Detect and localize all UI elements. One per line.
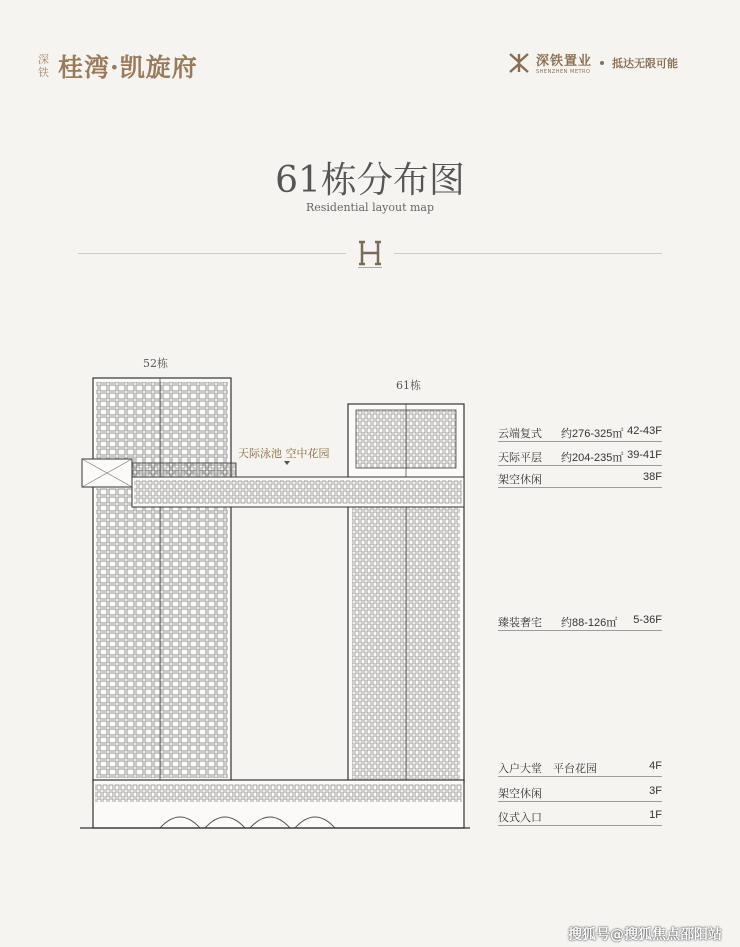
floor-row-sky-flat [498, 447, 662, 466]
tower-52 [93, 378, 231, 782]
floor-name: 架空休闲 [498, 787, 542, 800]
floor-name: 云端复式 [498, 427, 542, 440]
floor-row-stilt-38 [498, 469, 662, 488]
floor-name: 臻装奢宅 [498, 616, 542, 629]
page-subtitle: Residential layout map [305, 201, 435, 214]
floor-name: 天际平层 [498, 451, 542, 464]
floor-row-stilt-3 [498, 783, 662, 802]
tower-61-label: 61栋 [396, 379, 421, 392]
floor-level: 3F [649, 785, 662, 797]
floor-level: 42-43F [627, 425, 662, 437]
podium [80, 780, 470, 828]
developer-en: SHENZHEN METRO [536, 69, 591, 75]
sky-pool-garden-label: 天际泳池 空中花园 [238, 447, 330, 460]
floor-area: 约276-325㎡ [561, 428, 624, 440]
floor-level: 38F [643, 471, 662, 483]
floor-name: 入户大堂 平台花园 [498, 762, 597, 775]
pointer-arrow-icon [284, 461, 290, 465]
watermark: 搜狐号@搜狐焦点邵阳站 [568, 927, 722, 943]
floor-name: 仪式入口 [498, 811, 542, 824]
developer-name: 深铁置业 [536, 54, 593, 69]
slogan: 抵达无限可能 [612, 56, 679, 70]
floor-row-lobby [498, 758, 662, 777]
floor-row-luxury [498, 612, 662, 631]
tower-52-label: 52栋 [143, 357, 168, 370]
project-name: 桂湾·凯旋府 [58, 53, 198, 82]
floor-name: 架空休闲 [498, 473, 542, 486]
floor-level: 5-36F [633, 614, 662, 626]
floor-row-sky-duplex [498, 423, 662, 442]
floor-level: 1F [649, 809, 662, 821]
floor-area: 约204-235㎡ [561, 452, 624, 464]
tower-61 [348, 404, 464, 782]
floor-row-entrance [498, 807, 662, 826]
floor-area: 约88-126㎡ [561, 617, 618, 629]
page-title: 61栋分布图 [275, 160, 465, 201]
floor-level: 4F [649, 760, 662, 772]
brand-prefix: 深铁 [38, 53, 49, 79]
floor-level: 39-41F [627, 449, 662, 461]
